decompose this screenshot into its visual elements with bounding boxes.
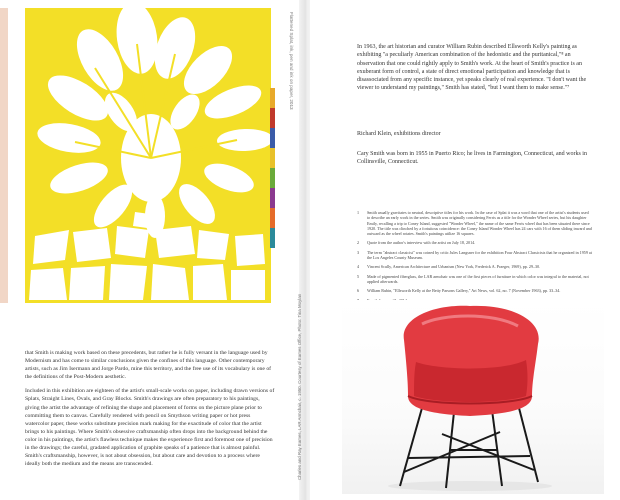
color-swatch <box>270 188 275 208</box>
footnote-number: 6 <box>357 288 360 294</box>
right-intro <box>357 43 592 99</box>
color-swatch <box>270 88 275 108</box>
color-swatch <box>270 228 275 248</box>
artwork-caption-text: Flattened Splat, ink, pen and ink on paper, 2013 <box>289 12 294 110</box>
left-paragraph: Included in this exhibition are eighteen of the artist's small-scale works on paper, including drawn versions of Splats, Straight Lines, Ovals, and Gray Blocks. Smith's drawings are often preparatory to his paintings, giving the artist the advantage of refining the shape and placement of forms on the picture plane prior to committing them to canvas. Carefully rendered with pencil on Smythson writing paper or hot press watercolor paper, these works substitute precision mark making for the exactitude of color that the artist brings to his paintings. Where Smith's obsessive craftsmanship often drops into the background behind the color in his paintings, the artist's flawless technique makes the experience first and foremost one of precision in the drawings; the careful, gradated application of graphite speaks of a patience that is almost painful. Smith's craftsmanship, however, is not about obsession, but about care and devotion to a process where ideally both the medium and the means are transcended. <box>25 388 275 468</box>
color-swatch <box>270 168 275 188</box>
footnotes <box>357 210 592 307</box>
footnote <box>357 250 592 261</box>
footnote-number: 4 <box>357 264 360 270</box>
chair-photo <box>342 300 604 494</box>
footnote-text: Smith usually gravitates to neutral, descriptive titles for his work. In the case of Splat it was a word that one of the artist's students used to describe an early work in the series. Smith was originally considering Ferris as a title for the Wonder Wheel series, but his daughter Emily, recalling a trip to Coney Island, suggested "Wonder Wheel," the name of the same Ferris wheel that has been situated there since 1920. The title was clinched by a fortuitous coincidence: the Coney Island Wonder Wheel has 24 cars with 16 of them sliding inward and outward as the wheel rotates. Smith's paintings utilize 16 squares. <box>367 210 592 237</box>
photo-caption-text: Charles and Ray Eames, LAR Armchair, c. 1950. Courtesy of Eames Office, Photo: Tina Moylan <box>297 293 302 480</box>
photo-caption <box>296 293 305 480</box>
intro-paragraph: In 1963, the art historian and curator William Rubin described Ellsworth Kelly's painting as exhibiting "a peculiarly American combination of the hedonistic and the puritanical,"⁸ an observation that one could rightly apply to Smith's work. At the heart of Smith's practice is an exuberant form of control, a state of direct emotional participation and knowledge that is disassociated from any specific instance, yet speaks clearly of real experience. "I don't want the viewer to understand my paintings," Smith has stated, "but I want them to make sense."⁷ <box>357 44 587 92</box>
footnote <box>357 288 592 293</box>
splat-artwork <box>25 8 271 303</box>
footnote-text: Vincent Scully, American Architecture and Urbanism (New York, Frederick A. Praeger, 1969), pp. 29–30. <box>367 264 541 270</box>
footnote-number: 3 <box>357 249 360 255</box>
footnote-number: 2 <box>357 240 360 246</box>
left-page <box>0 0 300 500</box>
footnote <box>357 240 592 245</box>
footnote <box>357 264 592 269</box>
color-swatch <box>270 148 275 168</box>
footnote-text: Made of pigmented fiberglass, the LAR armchair was one of the first pieces of furniture in which color was integral to the material, not applied afterwards. <box>367 273 589 284</box>
footnote <box>357 210 592 236</box>
footnote-text: Quote from the author's interview with the artist on July 18, 2014. <box>367 240 476 246</box>
right-page <box>310 0 620 500</box>
left-body-text <box>25 349 275 474</box>
bio-paragraph: Cary Smith was born in 1955 in Puerto Rico; he lives in Farmington, Connecticut, and works in Collinsville, Connecticut. <box>357 151 587 166</box>
footnote-text: William Rubin, "Ellsworth Kelly at the Betty Parsons Gallery," Art News, vol. 62, no. 7 (November 1963), pp. 33–34. <box>367 288 561 294</box>
artwork-edge <box>0 8 8 303</box>
footnote-text: The term "abstract classicist" was coined by critic Jules Langsner for the exhibition Four Abstract Classicists that he organized in 1959 at the Los Angeles County Museum. <box>367 249 592 261</box>
footnote-number: 5 <box>357 273 360 279</box>
color-strip <box>270 88 275 258</box>
signature <box>357 130 592 144</box>
artwork-caption <box>285 12 294 152</box>
color-swatch <box>270 208 275 228</box>
color-swatch <box>270 128 275 148</box>
footnote-number: 1 <box>357 210 360 215</box>
left-paragraph: that Smith is making work based on these precedents, but rather he is fully versant in the language used by Modernism and has come to similar conclusions given the confines of this language. Other contemporary artists, such as Jim Isermann and Jorge Pardo, mine this territory, and the free use of its vocabulary is one of the definitions of the Post-Modern aesthetic. <box>25 350 272 381</box>
signature-line: Richard Klein, exhibitions director <box>357 131 441 137</box>
artist-bio <box>357 150 592 173</box>
footnote <box>357 274 592 285</box>
color-swatch <box>270 108 275 128</box>
